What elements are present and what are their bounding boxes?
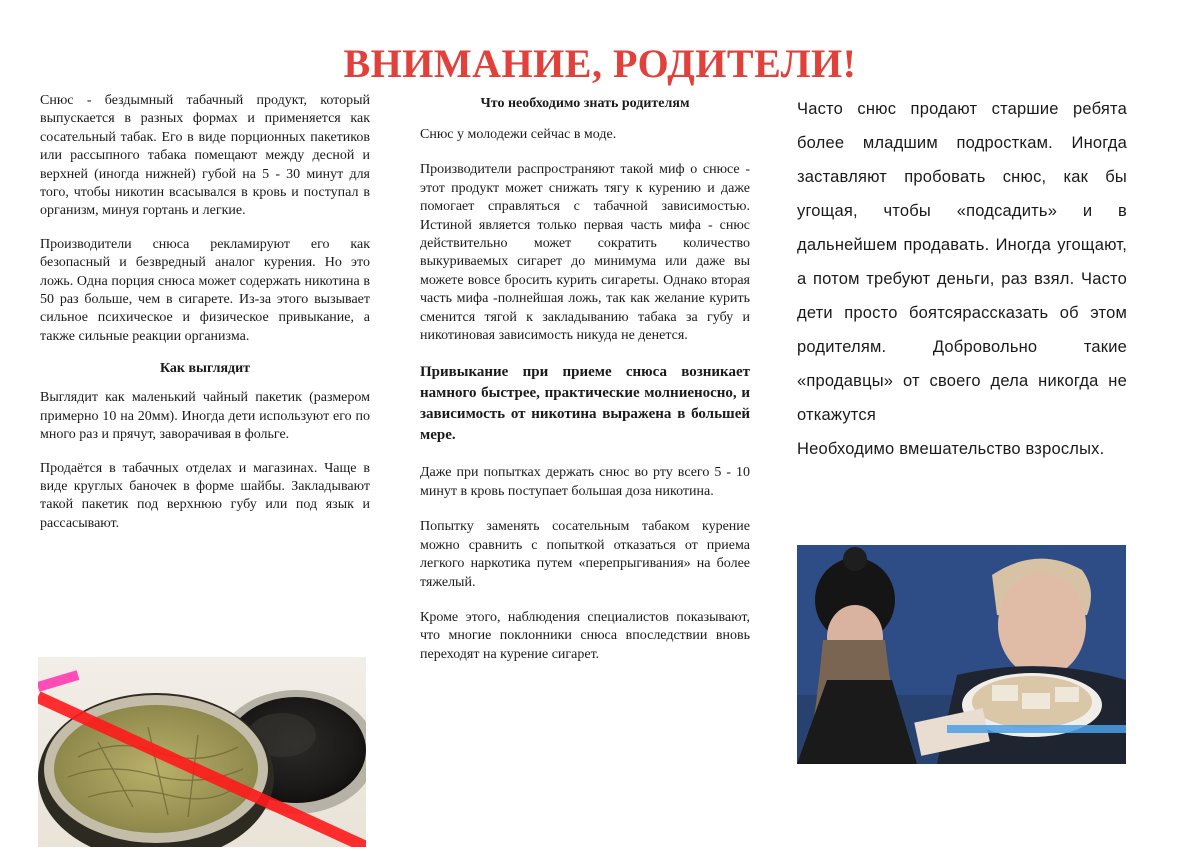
paragraph-replacement: Попытку заменять сосательным табаком курение можно сравнить с попыткой отказаться от приема легкого наркотика путем «перепрыгивания» на более тяжелый. (420, 519, 750, 590)
paragraph-return-to-smoking: Кроме этого, наблюдения специалистов показывают, что многие поклонники снюса впоследствии вновь переходят на курение сигарет. (420, 609, 750, 662)
heading-what-parents-need-to-know: Что необходимо знать родителям (480, 96, 690, 111)
column-right (797, 92, 1127, 466)
paragraph-fashion: Снюс у молодежи сейчас в моде. (420, 127, 617, 142)
paragraph-manufacturers-lie: Производители снюса рекламируют его как безопасный и безвредный аналог курения. Но это ложь. Одна порция снюса может содержать никотина в 50 раз больше, чем в сигарете. Из-за этого вызывает сильное психическое и физическое привыкание, а также сильные реакции организма. (40, 236, 370, 344)
snus-tin-illustration (38, 657, 366, 847)
teenagers-illustration (797, 545, 1126, 764)
column-left (40, 92, 370, 548)
teenagers-photo (797, 545, 1126, 764)
paragraph-adult-intervention: Необходимо вмешательство взрослых. (797, 440, 1105, 458)
paragraph-where-sold: Продаётся в табачных отделах и магазинах. Чаще в виде круглых баночек в форме шайбы. Закладывают такой пакетик под верхнюю губу или под язык и рассасывают. (40, 460, 370, 531)
paragraph-nicotine-dose: Даже при попытках держать снюс во рту всего 5 - 10 минут в кровь поступает большая доза никотина. (420, 465, 750, 499)
heading-how-it-looks: Как выглядит (159, 361, 251, 377)
column-middle (420, 92, 750, 681)
page-title: ВНИМАНИЕ, РОДИТЕЛИ! (343, 41, 857, 86)
paragraph-sellers: Часто снюс продают старшие ребята более младшим подросткам. Иногда заставляют пробовать снюс, как бы угощая, чтобы «подсадить» и в дальнейшем продавать. Иногда угощают, а потом требуют деньги, раз взял. Часто дети просто боятсярассказать об этом родителям. Добровольно такие «продавцы» от своего дела никогда не откажутся (797, 100, 1127, 424)
snus-tin-crossed-photo (38, 657, 366, 847)
paragraph-what-is-snus: Снюс - бездымный табачный продукт, который выпускается в разных формах и применяется как сосательный табак. Его в виде порционных пакетиков или рассыпного табака помещают между десной и верхней (иногда нижней) губой на 5 - 30 минут для того, чтобы никотин всасывался в кровь и поступал в организм, минуя гортань и легкие. (40, 93, 370, 219)
paragraph-myth: Производители распространяют такой миф о снюсе - этот продукт может снижать тягу к курению и даже помогает справляться с табачной зависимостью. Истиной является только первая часть мифа - снюс действительно может сократить количество выкуриваемых сигарет до минимума или даже вы можете вовсе бросить курить сигареты. Однако вторая часть мифа -полнейшая ложь, так как желание курить сменится тягой к закладыванию табака за губу и никотиновая зависимость никуда не денется. (420, 162, 750, 344)
paragraph-addiction-bold: Привыкание при приеме снюса возникает намного быстрее, практические молниеносно, и зависимость от никотина выражена в большей мере. (420, 364, 750, 444)
paragraph-appearance: Выглядит как маленький чайный пакетик (размером примерно 10 на 20мм). Иногда дети используют его по много раз и прячут, заворачивая в фольге. (40, 390, 370, 443)
